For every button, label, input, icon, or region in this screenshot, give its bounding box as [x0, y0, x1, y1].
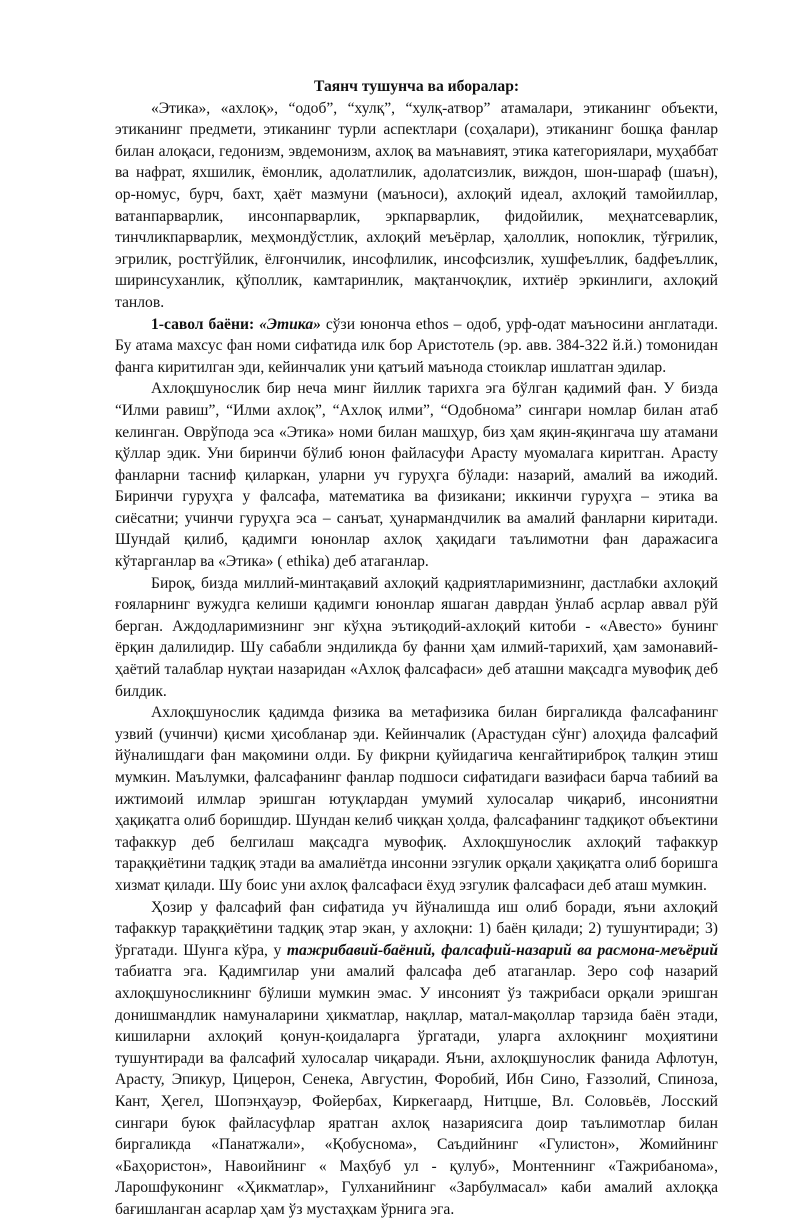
- text-run: «Этика», «ахлоқ», “одоб”, “хулқ”, “хулқ-атвор” атамалари, этиканинг объекти, этиканинг предмети, этиканинг турли аспектлари (соҳалари), этиканинг бошқа фанлар билан алоқаси, гедонизм, эвдемонизм, ахлоқ ва маънавият, этика категориялари, муҳаббат ва нафрат, яхшилик, ёмонлик, адолатлилик, адолатсизлик, виждон, шон-шараф (шаън), ор-номус, бурч, бахт, ҳаёт мазмуни (маъноси), ахлоқий идеал, ахлоқий тамойиллар, ватанпарварлик, инсонпарварлик, эркпарварлик, фидойилик, меҳнатсеварлик, тинчликпарварлик, меҳмондўстлик, ахлоқий меъёрлар, ҳалоллик, нопоклик, тўғрилик, эгрилик, ростгўйлик, ёлғончилик, инсофлилик, инсофсизлик, хушфеъллик, бадфеъллик, ширинсуханлик, қўполлик, камтаринлик, мақтанчоқлик, ихтиёр эркинлиги, ахлоқий танлов.: [115, 99, 718, 311]
- paragraph: [115, 314, 718, 379]
- page-title: Таянч тушунча ва иборалар:: [313, 78, 520, 95]
- text-run: Ҳозир у фалсафий фан сифатида уч йўналишда иш олиб боради, яъни ахлоқий тафаккур тараққиётини тадқиқ этар экан, у ахлоқни: 1) баён қилади; 2) тушунтиради; 3) ўргатади. Шунга кўра, у: [115, 898, 718, 959]
- emphasized-text: тажрибавий-баёний, фалсафий-назарий ва расмона-меъёрий: [286, 941, 718, 959]
- text-run: Ахлоқшунослик бир неча минг йиллик тарихга эга бўлган қадимий фан. У бизда “Илми равиш”, “Илми ахлоқ”, “Ахлоқ илми”, “Одобнома” сингари номлар билан атаб келинган. Оврўпода эса «Этика» номи билан машҳур, биз ҳам яқин-яқингача шу атамани қўллар эдик. Уни биринчи бўлиб юнон файласуфи Арасту муомалага киритган. Арасту фанларни тасниф қиларкан, уларни уч гуруҳга бўлади: назарий, амалий ва ижодий. Биринчи гуруҳга у фалсафа, математика ва физикани; иккинчи гуруҳга – этика ва сиёсатни; учинчи гуруҳга эса – санъат, ҳунармандчилик ва амалий фанларни киритади. Шундай қилиб, қадимги юнонлар ахлоқ ҳақидаги таълимотни фан даражасига кўтарганлар ва «Этика» ( ethika) деб атаганлар.: [115, 380, 718, 571]
- emphasized-text: «Этика»: [259, 315, 321, 333]
- paragraph: [115, 573, 718, 703]
- text-run: табиатга эга. Қадимгилар уни амалий фалсафа деб атаганлар. Зеро соф назарий ахлоқшуносликнинг бўлиши мумкин эмас. У инсоният ўз тажрибаси орқали эришган донишмандлик намуналарини ҳикматлар, нақллар, матал-мақоллар тарзида баён этади, кишиларни ахлоқий қонун-қоидаларга ўргатади, уларга ахлоқнинг моҳиятини тушунтиради ва фалсафий хулосалар чиқаради. Яъни, ахлоқшунослик фанида Афлотун, Арасту, Эпикур, Цицерон, Сенека, Августин, Форобий, Ибн Сино, Ғаззолий, Спиноза, Кант, Ҳегел, Шопэнҳауэр, Фойербах, Киркегаард, Нитцше, Вл. Соловьёв, Лосский сингари буюк файласуфлар яратган ахлоқ назариясига доир таълимотлар билан биргаликда «Панатжали», «Қобуснома», Саъдийнинг «Гулистон», Жомийнинг «Баҳористон», Навоийнинг « Маҳбуб ул - қулуб», Монтеннинг «Тажрибанома», Ларошфуконинг «Ҳикматлар», Гулханийнинг «Зарбулмасал» каби амалий ахлоққа бағишланган асарлар ҳам ўз мустаҳкам ўрнига эга.: [115, 963, 718, 1218]
- text-run: Ахлоқшунослик қадимда физика ва метафизика билан биргаликда фалсафанинг узвий (учинчи) қисми ҳисобланар эди. Кейинчалик (Арастудан сўнг) алоҳида фалсафий йўналишдаги фан мақомини олди. Бу фикрни қуйидагича кенгайтириброқ талқин этиш мумкин. Маълумки, фалсафанинг фанлар подшоси сифатидаги вазифаси барча табиий ва ижтимоий илмлар эришган ютуқлардан умумий хулосалар чиқариб, инсониятни ҳақиқатга олиб боришдир. Шундан келиб чиққан ҳолда, фалсафанинг тадқиқот объектини тафаккур деб белгилаш мақсадга мувофиқ. Ахлоқшунослик ахлоқий тафаккур тараққиётини тадқиқ этади ва амалиётда инсонни эзгулик орқали ҳақиқатга олиб боришга хизмат қилади. Шу боис уни ахлоқ фалсафаси ёхуд эзгулик фалсафаси деб аташ мумкин.: [115, 704, 718, 894]
- text-run: сўзи юнонча ethos – одоб, урф-одат маъносини англатади. Бу атама махсус фан номи сифатида илк бор Аристотель (эр. авв. 384-322 й.й.) томонидан фанга киритилган эди, кейинчалик уни қатъий маънода стоиклар ишлатган эдилар.: [115, 315, 718, 376]
- paragraph: [115, 897, 718, 1220]
- document-body: [115, 98, 718, 1220]
- paragraph: [115, 98, 718, 314]
- paragraph: [115, 702, 718, 896]
- emphasized-text: 1-савол баёни:: [151, 315, 260, 333]
- paragraph: [115, 378, 718, 572]
- text-run: Бироқ, бизда миллий-минтақавий ахлоқий қадриятларимизнинг, дастлабки ахлоқий ғояларнинг вужудга келиши қадимги юнонлар яшаган даврдан ўнлаб асрлар аввал рўй берган. Аждодларимизнинг энг кўҳна эътиқодий-ахлоқий китоби - «Авесто» бунинг ёрқин далилидир. Шу сабабли эндиликда бу фанни ҳам илмий-тарихий, ҳам замонавий-ҳаётий талаблар нуқтаи назаридан «Ахлоқ фалсафаси» деб аташни мақсадга мувофиқ деб билдик.: [115, 574, 718, 700]
